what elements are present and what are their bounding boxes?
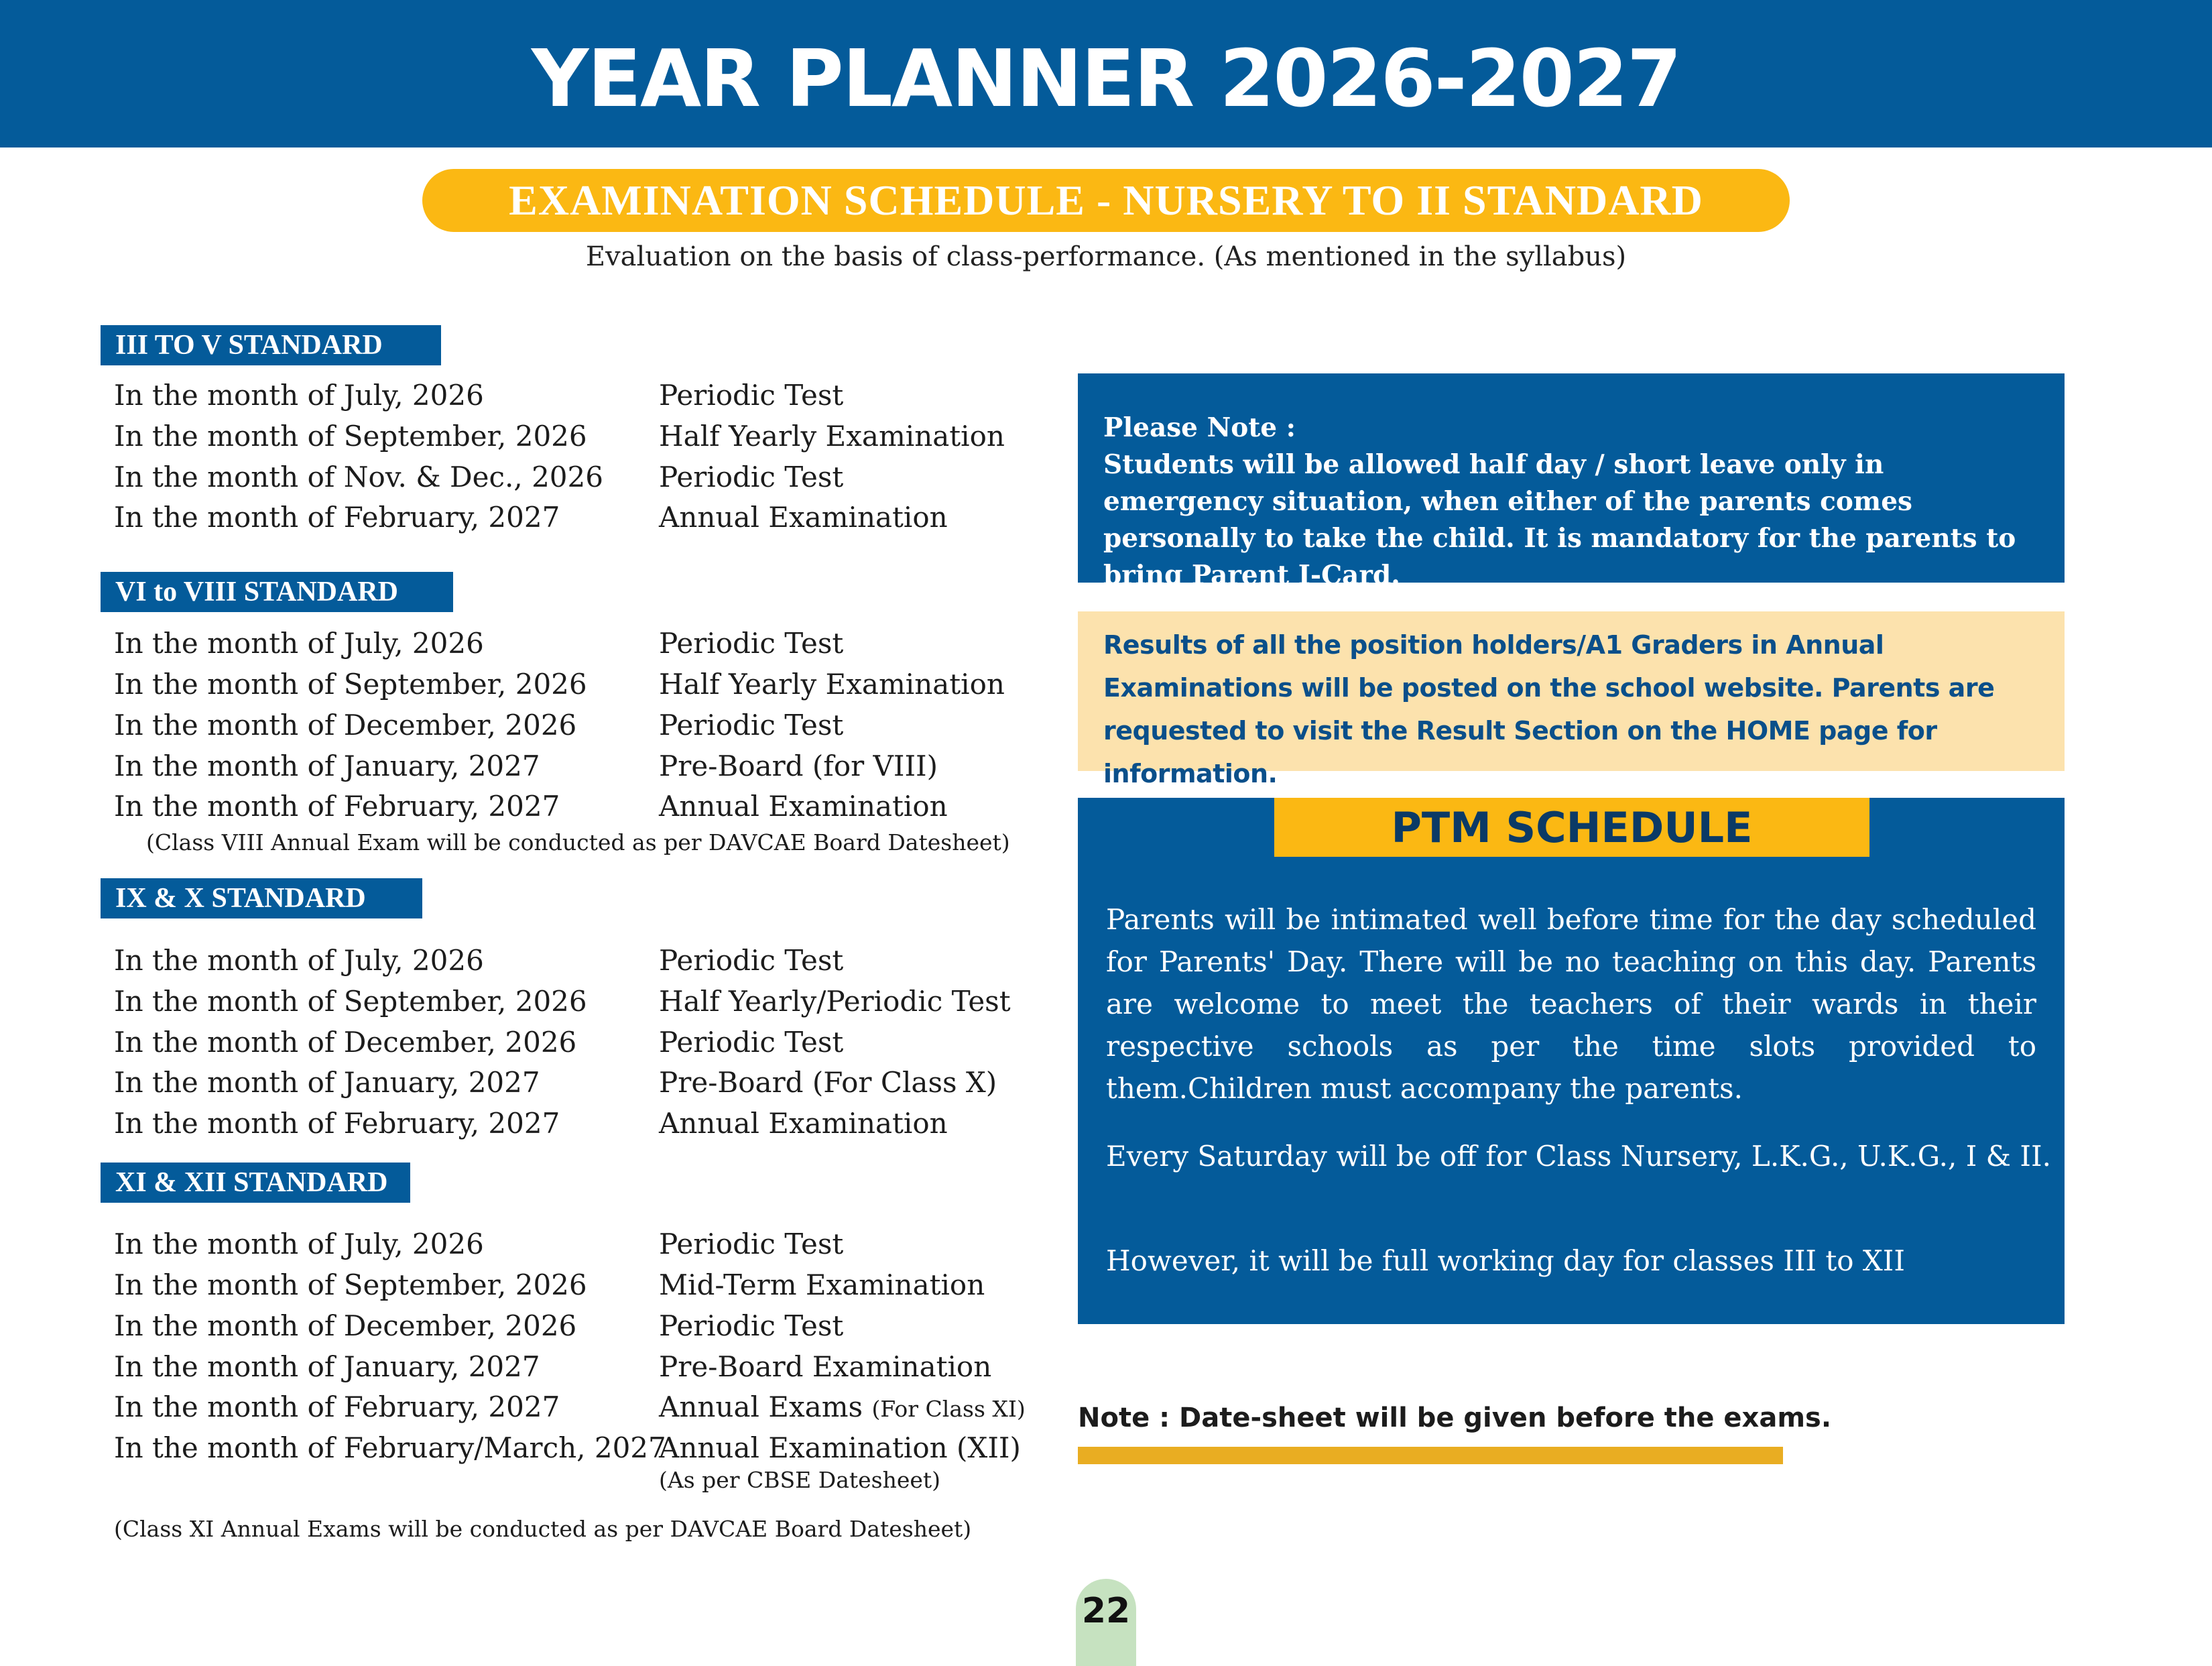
row-exam: Periodic Test xyxy=(659,709,844,741)
row-month: In the month of February, 2027 xyxy=(114,1107,560,1140)
row-exam-label: Annual Exams xyxy=(659,1390,863,1423)
exam-schedule-subtitle: Evaluation on the basis of class-performance. (As mentioned in the syllabus) xyxy=(585,241,1627,272)
row-exam: Half Yearly Examination xyxy=(659,668,1005,701)
row-exam: Periodic Test xyxy=(659,461,844,493)
row-exam: Pre-Board (for VIII) xyxy=(659,750,938,782)
row-month: In the month of December, 2026 xyxy=(114,1309,577,1342)
row-exam: Mid-Term Examination xyxy=(659,1268,985,1301)
exam-schedule-banner-title: EXAMINATION SCHEDULE - NURSERY TO II STANDARD xyxy=(509,176,1703,224)
row-exam: Periodic Test xyxy=(659,379,844,412)
row-month: In the month of February, 2027 xyxy=(114,501,560,534)
datesheet-note: Note : Date-sheet will be given before the exams. xyxy=(1078,1403,1832,1433)
row-month: In the month of September, 2026 xyxy=(114,985,587,1018)
please-note-label: Please Note : xyxy=(1103,412,1296,443)
row-exam: Periodic Test xyxy=(659,944,844,977)
row-month: In the month of February, 2027 xyxy=(114,790,560,823)
row-exam-subnote: (As per CBSE Datesheet) xyxy=(659,1467,941,1493)
ptm-schedule-title: PTM SCHEDULE xyxy=(1274,798,1869,857)
row-exam: Annual Examination xyxy=(659,501,948,534)
row-month: In the month of July, 2026 xyxy=(114,627,484,660)
section-heading-vi-viii: VI to VIII STANDARD xyxy=(101,572,453,612)
row-exam xyxy=(659,1387,1026,1429)
ptm-working-note: However, it will be full working day for classes III to XII xyxy=(1106,1244,1905,1277)
row-exam: Periodic Test xyxy=(659,1228,844,1260)
ptm-paragraph: Parents will be intimated well before time for the day scheduled for Parents' Day. There will be no teaching on this day. Parents are welcome to meet the teachers of their wards in their respective schools as per the time slots provided to them.Children must accompany the parents. xyxy=(1106,903,2036,1105)
row-exam: Annual Examination xyxy=(659,790,948,823)
please-note-text: Students will be allowed half day / short leave only in emergency situation, when either of the parents comes personally to take the child. It is mandatory for the parents to bring Parent I-Card. xyxy=(1103,449,2016,591)
ptm-saturday-note: Every Saturday will be off for Class Nursery, L.K.G., U.K.G., I & II. xyxy=(1106,1140,2051,1173)
row-exam: Annual Examination (XII) xyxy=(659,1431,1021,1464)
please-note-panel xyxy=(1078,373,2065,591)
row-exam: Annual Examination xyxy=(659,1107,948,1140)
page-number: 22 xyxy=(1081,1591,1131,1631)
row-month: In the month of July, 2026 xyxy=(114,1228,484,1260)
datesheet-underline xyxy=(1078,1447,1783,1464)
page-title: YEAR PLANNER 2026-2027 xyxy=(531,32,1681,125)
row-month: In the month of Nov. & Dec., 2026 xyxy=(114,461,603,493)
row-month: In the month of January, 2027 xyxy=(114,750,540,782)
row-month: In the month of September, 2026 xyxy=(114,668,587,701)
section-heading-iii-v: III TO V STANDARD xyxy=(101,325,441,365)
section-heading-ix-x: IX & X STANDARD xyxy=(101,878,422,918)
row-month: In the month of February/March, 2027 xyxy=(114,1431,666,1464)
page-number-tab xyxy=(1076,1579,1136,1666)
row-month: In the month of September, 2026 xyxy=(114,420,587,453)
header-bar xyxy=(0,0,2212,147)
section-note-xi: (Class XI Annual Exams will be conducted as per DAVCAE Board Datesheet) xyxy=(114,1516,972,1542)
row-exam: Periodic Test xyxy=(659,1026,844,1059)
row-month: In the month of July, 2026 xyxy=(114,944,484,977)
row-exam: Pre-Board Examination xyxy=(659,1350,992,1383)
row-month: In the month of September, 2026 xyxy=(114,1268,587,1301)
row-exam: Periodic Test xyxy=(659,627,844,660)
row-month: In the month of December, 2026 xyxy=(114,709,577,741)
row-exam: Half Yearly/Periodic Test xyxy=(659,985,1011,1018)
row-month: In the month of July, 2026 xyxy=(114,379,484,412)
section-note-viii: (Class VIII Annual Exam will be conducted as per DAVCAE Board Datesheet) xyxy=(146,829,1010,855)
exam-schedule-banner xyxy=(422,169,1790,232)
row-month: In the month of February, 2027 xyxy=(114,1390,560,1423)
results-panel xyxy=(1078,611,2065,788)
row-exam: Pre-Board (For Class X) xyxy=(659,1066,997,1099)
row-exam: Half Yearly Examination xyxy=(659,420,1005,453)
row-month: In the month of January, 2027 xyxy=(114,1350,540,1383)
row-exam-suffix: (For Class XI) xyxy=(871,1396,1026,1422)
row-month: In the month of December, 2026 xyxy=(114,1026,577,1059)
row-month: In the month of January, 2027 xyxy=(114,1066,540,1099)
row-exam: Periodic Test xyxy=(659,1309,844,1342)
results-text: Results of all the position holders/A1 Graders in Annual Examinations will be posted on the school website. Parents are requested to visit the Result Section on the HOME page for information. xyxy=(1103,630,1995,788)
section-heading-xi-xii: XI & XII STANDARD xyxy=(101,1163,410,1203)
